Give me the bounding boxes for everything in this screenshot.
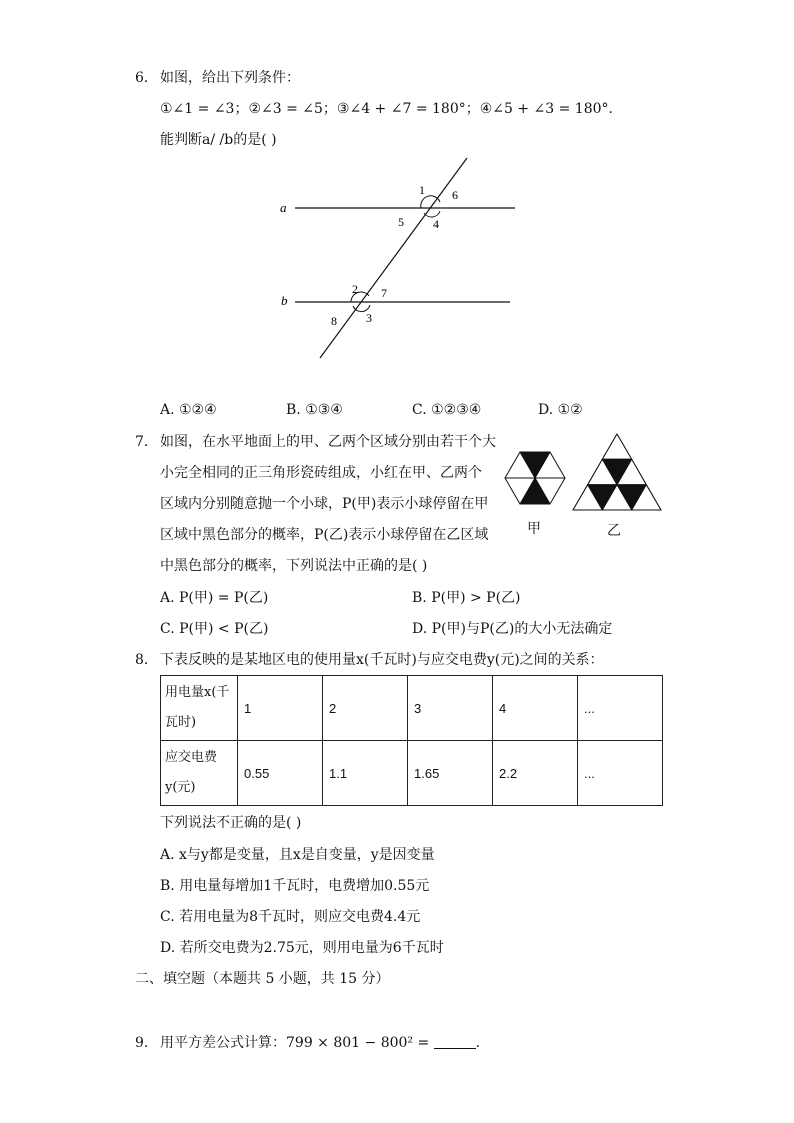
triangle-yi-figure	[572, 432, 662, 512]
q6-option-c[interactable]: C. ①②③④	[412, 402, 482, 418]
angle-label-7: 7	[381, 286, 387, 300]
q9-end: .	[475, 1035, 481, 1051]
q7-line-1: 如图，在水平地面上的甲、乙两个区域分别由若干个大	[160, 434, 496, 450]
q8-option-a[interactable]: A. x与y都是变量，且x是自变量，y是因变量	[160, 847, 435, 863]
table-row-header-usage: 用电量x(千瓦时)	[161, 676, 238, 741]
q7-option-d[interactable]: D. P(甲)与P(乙)的大小无法确定	[412, 621, 613, 637]
table-cell: 0.55	[238, 741, 323, 806]
q8-number: 8.	[135, 652, 149, 668]
q8-option-b[interactable]: B. 用电量每增加1千瓦时，电费增加0.55元	[160, 878, 430, 894]
q6-conditions: ①∠1 = ∠3；②∠3 = ∠5；③∠4 + ∠7 = 180°；④∠5 + ∠3 = 180°.	[160, 101, 613, 117]
q6-parallel-lines-figure	[270, 150, 530, 365]
q7-line-2: 小完全相同的正三角形瓷砖组成，小红在甲、乙两个	[160, 465, 482, 481]
yi-label: 乙	[607, 523, 621, 539]
section-title-fill-in: 二、填空题（本题共 5 小题，共 15 分）	[135, 971, 390, 987]
angle-label-3: 3	[366, 311, 372, 325]
angle-label-2: 2	[352, 282, 358, 296]
table-cell: 4	[493, 676, 578, 741]
q9-text: 用平方差公式计算：799 × 801 − 800² =	[160, 1035, 434, 1051]
q7-option-c[interactable]: C. P(甲) < P(乙)	[160, 621, 269, 637]
q6-number: 6.	[135, 70, 149, 86]
table-cell: 1.1	[323, 741, 408, 806]
q7-line-4: 区域中黑色部分的概率，P(乙)表示小球停留在乙区域	[160, 527, 489, 543]
q9-number: 9.	[135, 1035, 149, 1051]
table-row	[161, 676, 663, 741]
angle-label-5: 5	[398, 215, 404, 229]
table-row-header-fee: 应交电费y(元)	[161, 741, 238, 806]
table-cell: 2	[323, 676, 408, 741]
q7-option-b[interactable]: B. P(甲) > P(乙)	[412, 590, 521, 606]
q7-number: 7.	[135, 434, 149, 450]
q8-ask: 下列说法不正确的是( )	[160, 815, 302, 831]
q7-option-a[interactable]: A. P(甲) = P(乙)	[160, 590, 269, 606]
table-cell: ...	[578, 676, 663, 741]
q9-answer-blank[interactable]	[434, 1034, 476, 1049]
angle-label-8: 8	[331, 314, 337, 328]
q9-line	[160, 1033, 480, 1053]
q8-stem: 下表反映的是某地区电的使用量x(千瓦时)与应交电费y(元)之间的关系：	[160, 652, 604, 668]
q6-option-d[interactable]: D. ①②	[538, 402, 583, 418]
electricity-table	[160, 675, 663, 806]
q6-ask: 能判断a/ /b的是( )	[160, 132, 277, 148]
q7-line-3: 区域内分别随意抛一个小球，P(甲)表示小球停留在甲	[160, 496, 489, 512]
q8-option-d[interactable]: D. 若所交电费为2.75元，则用电量为6千瓦时	[160, 940, 444, 956]
hexagon-jia-figure	[503, 448, 567, 508]
q7-line-5: 中黑色部分的概率，下列说法中正确的是( )	[160, 558, 428, 574]
table-cell: ...	[578, 741, 663, 806]
table-cell: 1.65	[408, 741, 493, 806]
q6-option-a[interactable]: A. ①②④	[160, 402, 217, 418]
table-cell: 1	[238, 676, 323, 741]
jia-label: 甲	[527, 521, 541, 537]
table-row	[161, 741, 663, 806]
transversal	[320, 158, 467, 358]
label-a: a	[280, 200, 287, 215]
q6-stem: 如图，给出下列条件：	[160, 70, 300, 86]
yi-tile-top	[602, 434, 631, 459]
label-b: b	[281, 293, 288, 308]
angle-label-6: 6	[452, 188, 458, 202]
q6-option-b[interactable]: B. ①③④	[286, 402, 343, 418]
table-cell: 2.2	[493, 741, 578, 806]
angle-label-4: 4	[433, 217, 439, 231]
angle-arc-1	[421, 196, 440, 208]
angle-label-1: 1	[419, 183, 425, 197]
table-cell: 3	[408, 676, 493, 741]
q8-option-c[interactable]: C. 若用电量为8千瓦时，则应交电费4.4元	[160, 909, 421, 925]
